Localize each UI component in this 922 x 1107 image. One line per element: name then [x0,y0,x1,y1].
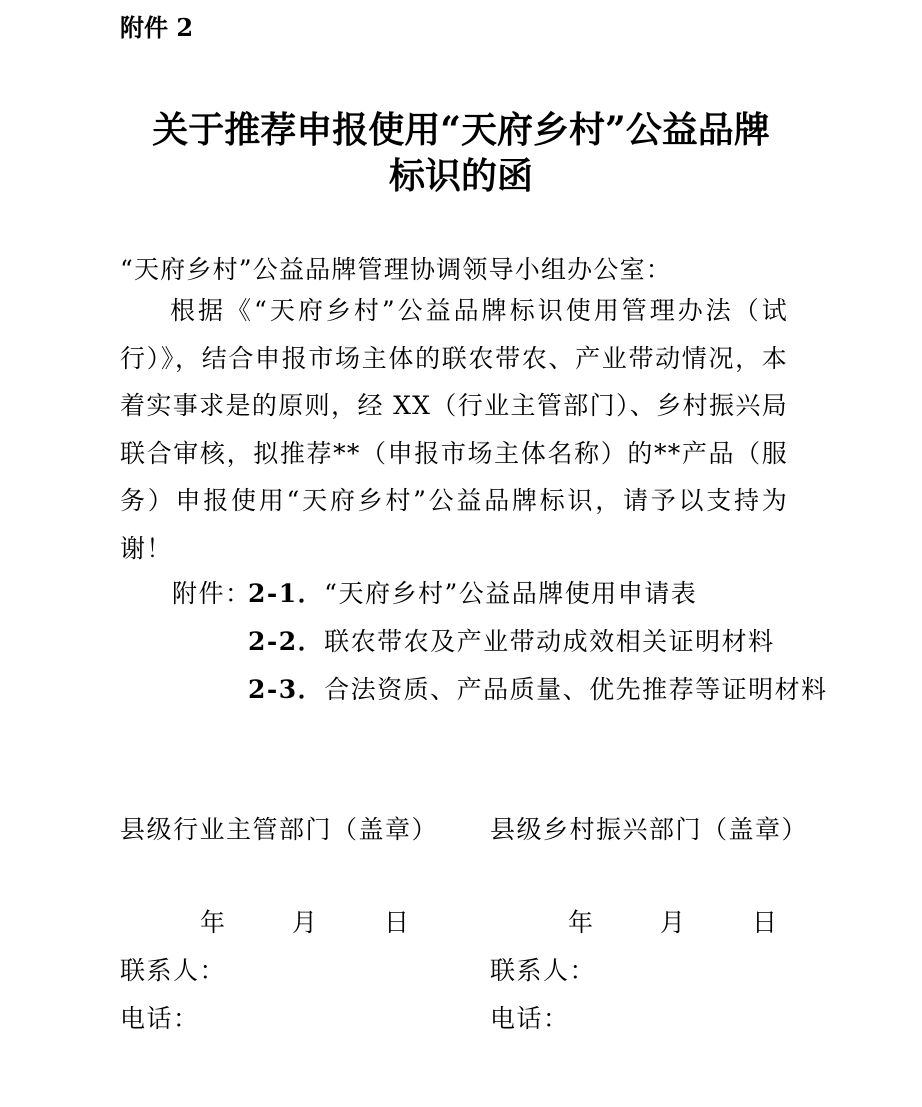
document-title-line2: 标识的函 [388,155,533,197]
attachments-label: 附件： [172,579,252,608]
document-title-line1: 关于推荐申报使用“天府乡村”公益品牌 [152,109,770,151]
left-contact-label: 联系人： [120,956,227,985]
right-date-year: 年 [568,908,595,937]
attachment-item [248,622,775,658]
body-paragraph: 根据《“天府乡村”公益品牌标识使用管理办法（试行）》，结合申报市场主体的联农带农、产业带动情况，本着实事求是的原则，经 XX（行业主管部门）、乡村振兴局联合审核，拟推荐**（申报市场主体名称）的**产品（服务）申报使用“天府乡村”公益品牌标识，请予以支持为谢！ [120,296,788,563]
attachment-tag: 附件 2 [120,13,194,42]
attachment-number: 2-1． [248,579,325,608]
salutation: “天府乡村”公益品牌管理协调领导小组办公室： [120,255,672,284]
attachment-item [248,574,697,610]
left-phone-label: 电话： [120,1004,200,1033]
left-date-year: 年 [200,908,227,937]
attachment-number: 2-3． [248,675,325,704]
left-dept-seal-label: 县级行业主管部门（盖章） [120,815,439,844]
right-phone-label: 电话： [490,1004,570,1033]
attachment-item [248,670,828,706]
attachment-text: 合法资质、产品质量、优先推荐等证明材料 [324,675,828,704]
right-contact-label: 联系人： [490,956,597,985]
attachment-text: 联农带农及产业带动成效相关证明材料 [324,627,775,656]
left-date-month: 月 [292,908,319,937]
right-dept-seal-label: 县级乡村振兴部门（盖章） [490,815,809,844]
attachment-number: 2-2． [248,627,325,656]
right-date-month: 月 [660,908,687,937]
attachment-text: “天府乡村”公益品牌使用申请表 [324,579,698,608]
right-date-day: 日 [752,908,779,937]
left-date-day: 日 [384,908,411,937]
